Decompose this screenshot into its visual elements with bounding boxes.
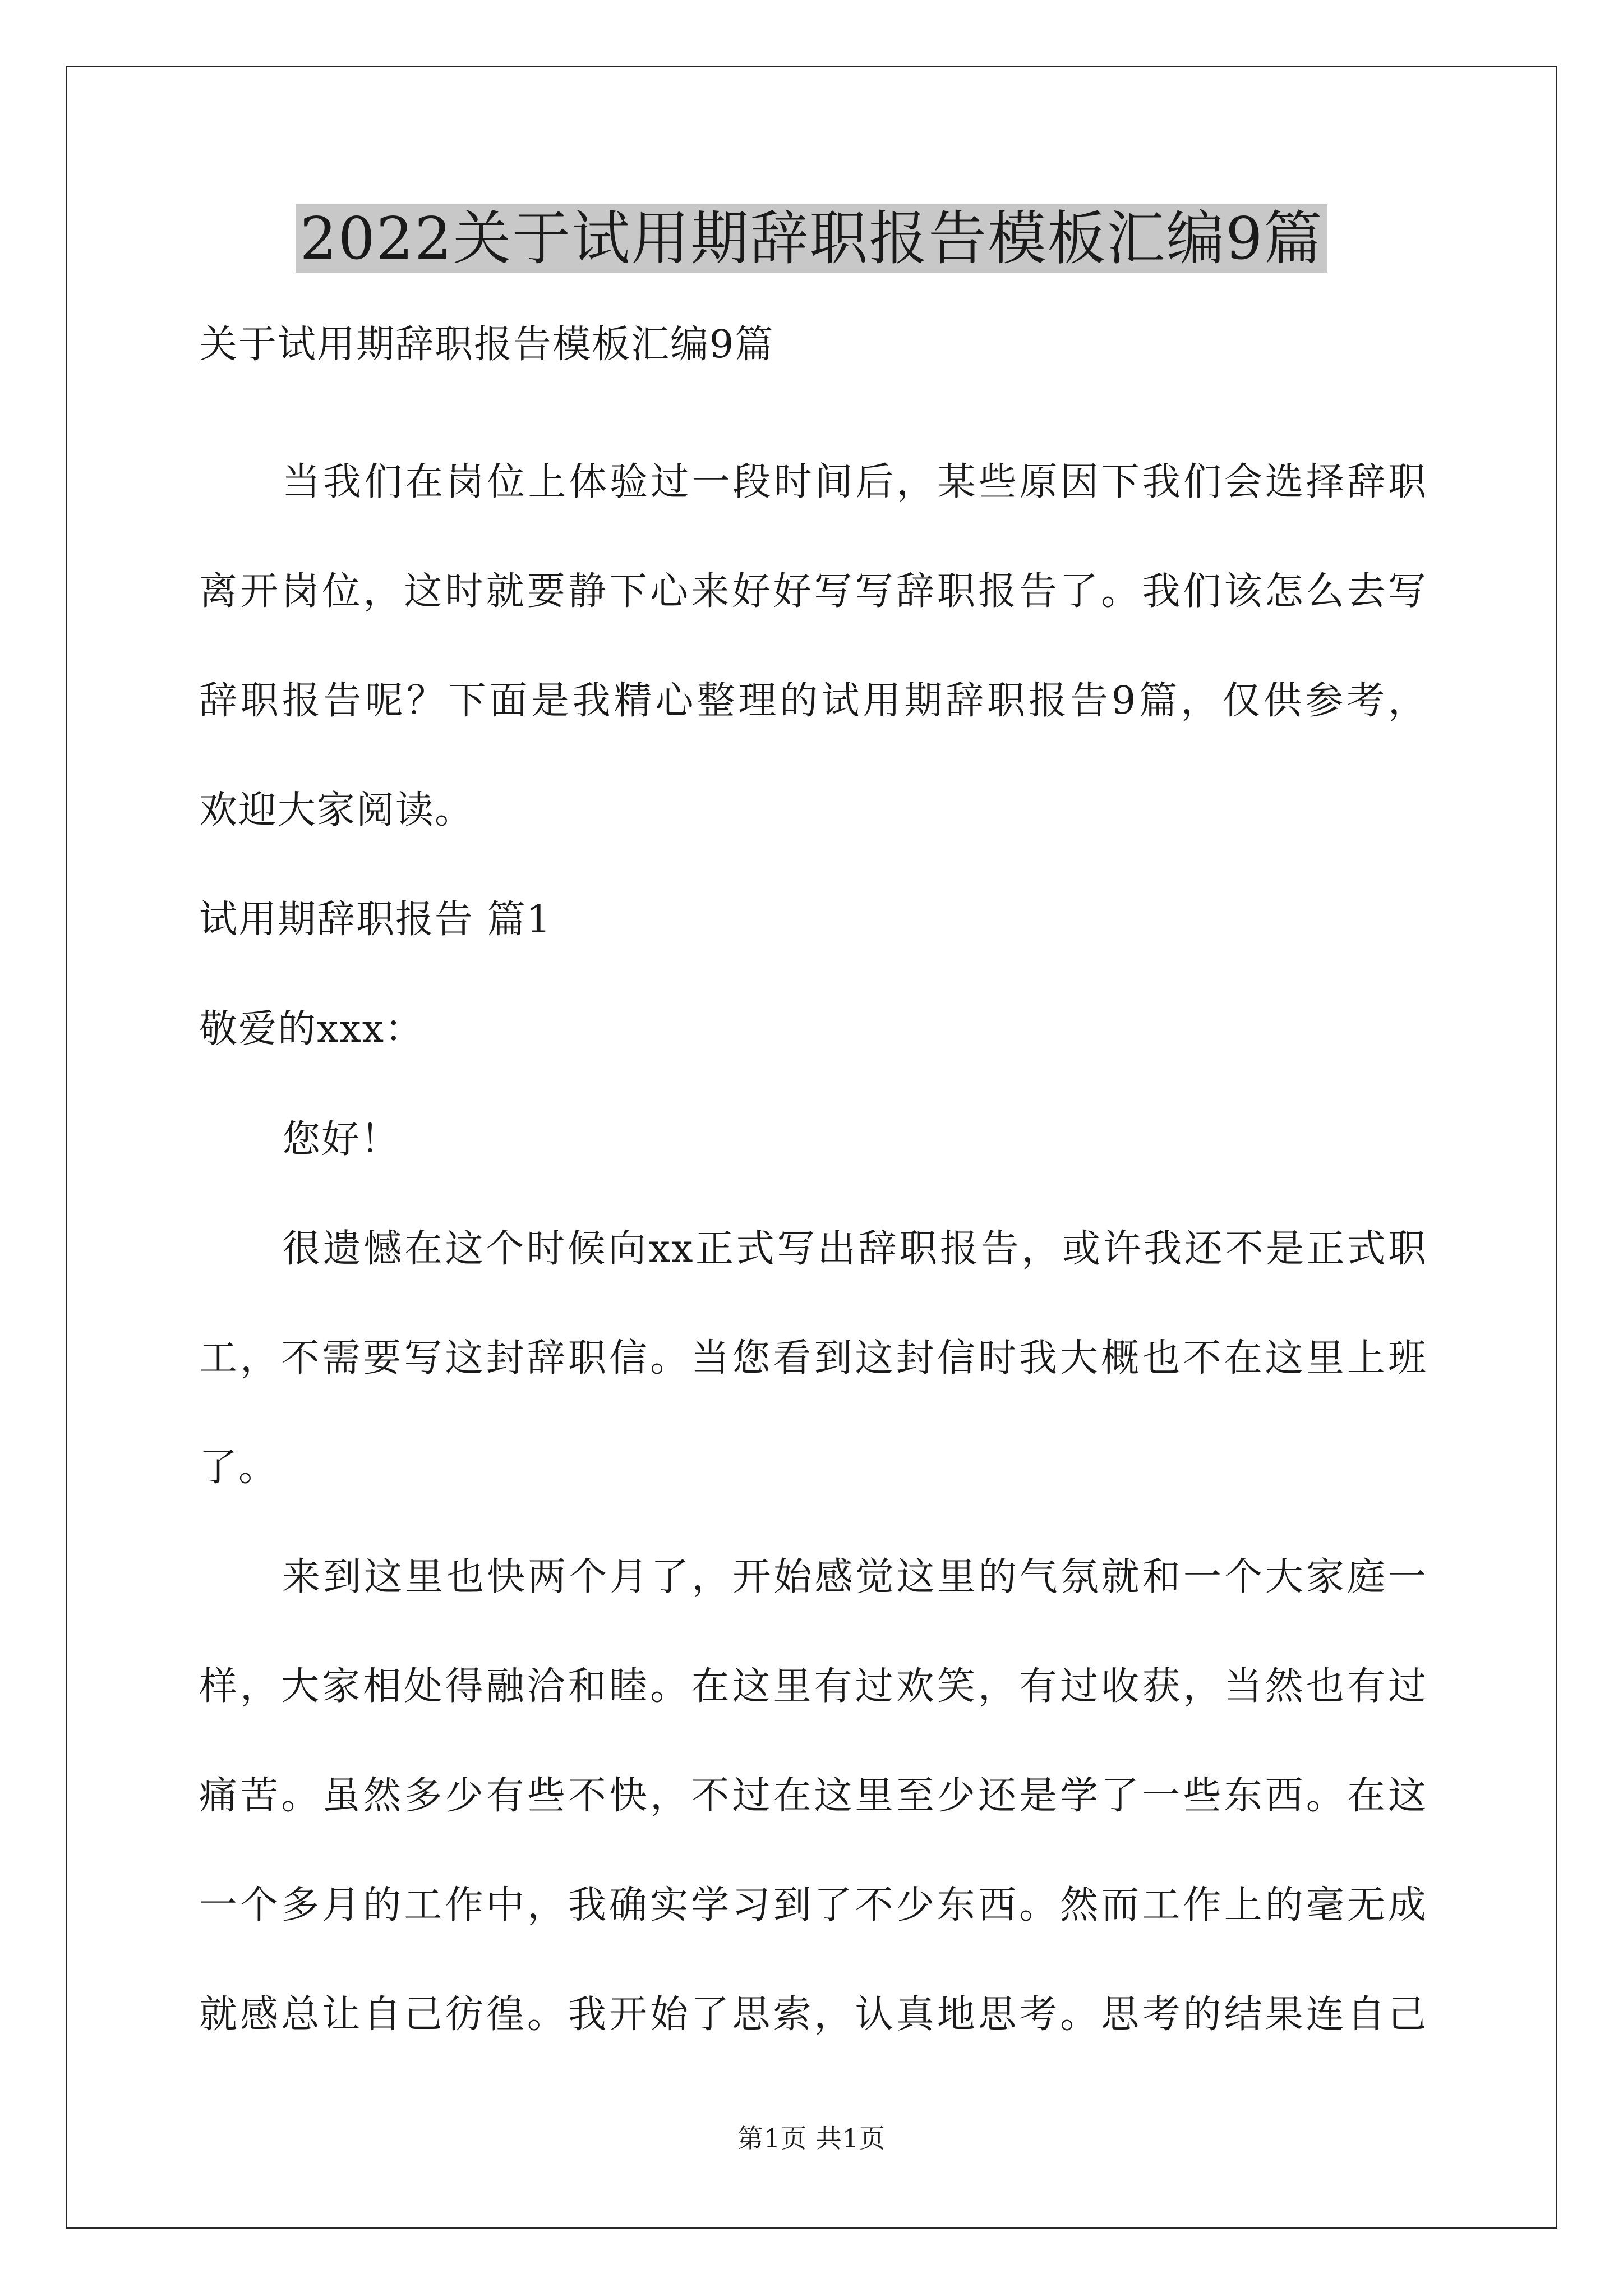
paragraph-line: 一个多月的工作中，我确实学习到了不少东西。然而工作上的毫无成 <box>199 1883 1427 1927</box>
document-title-text: 2022关于试用期辞职报告模板汇编9篇 <box>296 204 1328 273</box>
paragraph-line: 辞职报告呢？下面是我精心整理的试用期辞职报告9篇，仅供参考， <box>199 679 1427 723</box>
section-heading: 试用期辞职报告 篇1 <box>199 898 552 942</box>
paragraph-line: 很遗憾在这个时候向xx正式写出辞职报告，或许我还不是正式职 <box>282 1227 1427 1271</box>
paragraph-line: 来到这里也快两个月了，开始感觉这里的气氛就和一个大家庭一 <box>282 1555 1427 1599</box>
paragraph-line: 痛苦。虽然多少有些不快，不过在这里至少还是学了一些东西。在这 <box>199 1774 1427 1818</box>
paragraph-line: 当我们在岗位上体验过一段时间后，某些原因下我们会选择辞职 <box>282 460 1427 504</box>
paragraph-line: 欢迎大家阅读。 <box>199 788 474 832</box>
paragraph-line: 了。 <box>199 1446 278 1490</box>
salutation: 敬爱的xxx： <box>199 1007 425 1051</box>
paragraph-line: 就感总让自己彷徨。我开始了思索，认真地思考。思考的结果连自己 <box>199 1993 1427 2037</box>
page-number-footer: 第1页 共1页 <box>737 2123 886 2154</box>
subtitle-line: 关于试用期辞职报告模板汇编9篇 <box>199 323 774 367</box>
document-title <box>0 196 1623 280</box>
paragraph-line: 工，不需要写这封辞职信。当您看到这封信时我大概也不在这里上班 <box>199 1336 1427 1381</box>
paragraph-line: 离开岗位，这时就要静下心来好好写写辞职报告了。我们该怎么去写 <box>199 569 1427 614</box>
paragraph-line: 样，大家相处得融洽和睦。在这里有过欢笑，有过收获，当然也有过 <box>199 1664 1427 1709</box>
greeting: 您好！ <box>282 1117 400 1162</box>
